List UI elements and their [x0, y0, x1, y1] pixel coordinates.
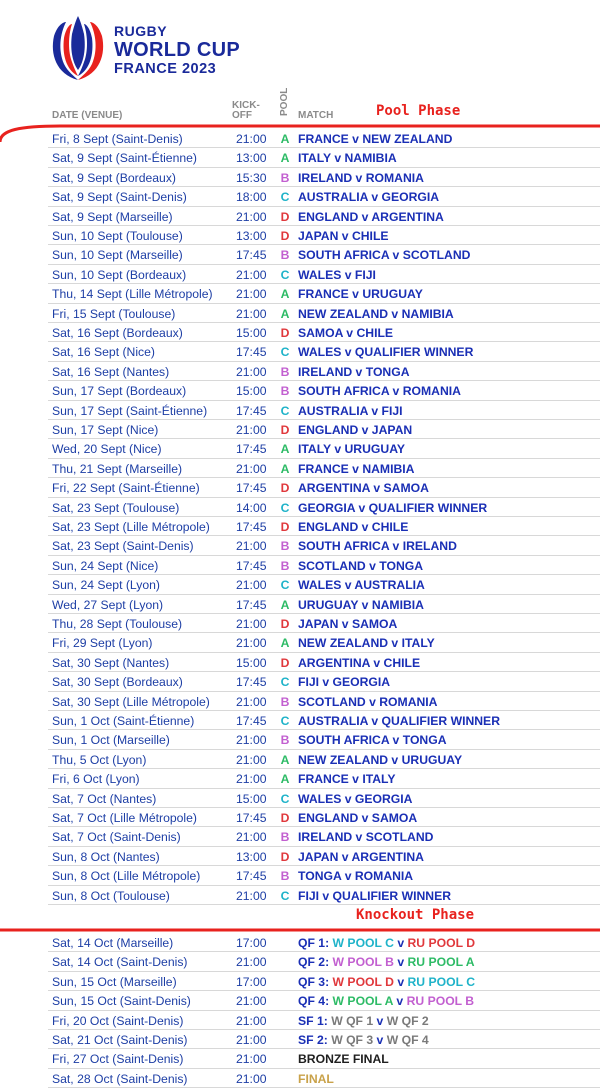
pool-letter: C	[280, 190, 290, 205]
table-row	[0, 1069, 600, 1088]
match-name: AUSTRALIA v QUALIFIER WINNER	[298, 714, 500, 728]
pool-letter: B	[280, 733, 290, 748]
match-date: Sat, 9 Sept (Marseille)	[52, 209, 173, 224]
pool-letter: C	[280, 345, 290, 360]
pool-phase-heading: Pool Phase	[376, 103, 461, 119]
match-name-part: v	[373, 1013, 387, 1028]
match-name: AUSTRALIA v GEORGIA	[298, 190, 440, 205]
match-name-part: v	[393, 955, 408, 970]
header-pool-label: POOL	[279, 87, 290, 116]
match-date: Sat, 9 Sept (Saint-Étienne)	[52, 151, 197, 166]
match-date: Sun, 8 Oct (Toulouse)	[52, 888, 170, 903]
match-date: Sun, 24 Sept (Nice)	[52, 558, 159, 573]
match-date: Sat, 9 Sept (Saint-Denis)	[52, 190, 187, 205]
match-date: Sun, 17 Sept (Saint-Étienne)	[52, 403, 208, 418]
match-date: Sat, 14 Oct (Saint-Denis)	[52, 955, 188, 970]
match-name: SOUTH AFRICA v IRELAND	[298, 539, 457, 554]
pool-letter: A	[280, 636, 290, 651]
pool-letter: A	[280, 461, 290, 476]
match-name: SOUTH AFRICA v SCOTLAND	[298, 248, 471, 263]
match-date: Sun, 8 Oct (Lille Métropole)	[52, 869, 201, 884]
match-name-part: W QF 2	[386, 1013, 429, 1028]
match-name: SCOTLAND v ROMANIA	[298, 694, 438, 709]
header-date: DATE (VENUE)	[52, 110, 123, 121]
match-name: WALES v GEORGIA	[298, 791, 413, 806]
table-row	[0, 750, 600, 769]
match-name-part: SF 2:	[298, 1033, 332, 1047]
pool-letter: B	[280, 170, 290, 185]
match-date: Sat, 21 Oct (Saint-Denis)	[52, 1033, 188, 1047]
match-name: URUGUAY v NAMIBIA	[298, 597, 424, 612]
pool-letter: B	[280, 539, 290, 554]
match-name-part: QF 1:	[298, 936, 333, 950]
table-row	[0, 711, 600, 730]
match-date: Fri, 6 Oct (Lyon)	[52, 772, 140, 787]
match-name-part: v	[393, 994, 407, 1009]
match-date: Sun, 8 Oct (Nantes)	[52, 849, 160, 864]
table-row	[0, 304, 600, 323]
match-date: Sun, 17 Sept (Nice)	[52, 423, 159, 437]
table-row	[0, 187, 600, 206]
match-name: JAPAN v CHILE	[298, 229, 389, 243]
match-date: Fri, 8 Sept (Saint-Denis)	[52, 132, 183, 146]
match-name-part: v	[393, 974, 408, 989]
match-name-part: QF 4:	[298, 994, 333, 1009]
table-row	[0, 245, 600, 264]
match-name: NEW ZEALAND v URUGUAY	[298, 752, 463, 767]
table-row	[0, 129, 600, 148]
match-name: TONGA v ROMANIA	[298, 869, 414, 884]
pool-letter: A	[280, 151, 290, 166]
brand-line-3: FRANCE 2023	[114, 61, 217, 77]
pool-letter: D	[280, 209, 290, 224]
match-name-part: W QF 3	[331, 1033, 374, 1047]
match-name-part: W POOL B	[332, 955, 394, 970]
table-row	[0, 439, 600, 458]
table-row	[0, 653, 600, 672]
pool-letter: C	[280, 888, 290, 903]
kickoff-time: 17:45	[236, 520, 267, 534]
match-name-part: RU POOL C	[407, 974, 475, 989]
table-row	[0, 972, 600, 991]
kickoff-time: 17:45	[236, 403, 267, 418]
match-name: WALES v FIJI	[298, 267, 376, 282]
kickoff-time: 17:45	[236, 481, 267, 496]
knockout-phase-heading: Knockout Phase	[356, 907, 475, 923]
pool-letter: C	[280, 791, 290, 806]
row-divider	[48, 904, 600, 905]
kickoff-time: 17:45	[236, 714, 267, 728]
table-row	[0, 536, 600, 555]
kickoff-time: 21:00	[236, 888, 267, 903]
match-name	[298, 975, 475, 989]
match-name-part: FINAL	[298, 1071, 334, 1086]
table-row	[0, 323, 600, 342]
brand-line-2: WORLD CUP	[114, 39, 241, 61]
header-match: MATCH	[298, 110, 334, 121]
match-date: Thu, 14 Sept (Lille Métropole)	[52, 287, 213, 302]
pool-letter: D	[280, 326, 290, 340]
kickoff-time: 15:00	[236, 791, 267, 806]
pool-letter: C	[280, 500, 290, 515]
kickoff-time: 21:00	[236, 994, 267, 1009]
match-name-part: QF 2:	[298, 955, 333, 970]
match-name: ITALY v NAMIBIA	[298, 151, 397, 166]
match-name-part: BRONZE FINAL	[298, 1052, 389, 1067]
match-name-part: W POOL A	[332, 994, 394, 1009]
table-row	[0, 575, 600, 594]
kickoff-time: 21:00	[236, 955, 267, 970]
match-date: Sat, 30 Sept (Lille Métropole)	[52, 694, 210, 709]
pool-letter: D	[280, 423, 290, 437]
match-date: Sat, 9 Sept (Bordeaux)	[52, 170, 176, 185]
brand-title	[114, 24, 240, 77]
match-name	[298, 1052, 389, 1066]
match-name: IRELAND v SCOTLAND	[298, 830, 434, 845]
kickoff-time: 17:00	[236, 936, 267, 950]
match-date: Thu, 5 Oct (Lyon)	[52, 752, 147, 767]
kickoff-time: 13:00	[236, 849, 267, 864]
pool-letter: A	[280, 752, 290, 767]
table-row	[0, 517, 600, 536]
match-date: Fri, 15 Sept (Toulouse)	[52, 306, 176, 321]
pool-letter: A	[280, 132, 290, 146]
match-name-part: RU POOL A	[407, 955, 475, 970]
match-date: Sat, 23 Sept (Toulouse)	[52, 500, 180, 515]
kickoff-time: 17:45	[236, 248, 267, 263]
table-row	[0, 595, 600, 614]
table-row	[0, 207, 600, 226]
kickoff-time: 21:00	[236, 617, 267, 631]
match-name: ENGLAND v JAPAN	[298, 423, 413, 437]
table-row	[0, 1049, 600, 1068]
match-name: FIJI v QUALIFIER WINNER	[298, 888, 452, 903]
match-date: Sat, 7 Oct (Saint-Denis)	[52, 830, 181, 845]
match-date: Thu, 28 Sept (Toulouse)	[52, 617, 183, 631]
match-name: FRANCE v URUGUAY	[298, 287, 423, 302]
kickoff-time: 21:00	[236, 306, 267, 321]
table-row	[0, 672, 600, 691]
kickoff-time: 21:00	[236, 1033, 267, 1047]
match-name-part: v	[373, 1033, 387, 1047]
match-date: Sat, 30 Sept (Bordeaux)	[52, 675, 183, 690]
match-date: Fri, 20 Oct (Saint-Denis)	[52, 1013, 184, 1028]
kickoff-time: 15:00	[236, 326, 267, 340]
match-date: Sun, 10 Sept (Marseille)	[52, 248, 183, 263]
table-row	[0, 952, 600, 971]
kickoff-time: 21:00	[236, 423, 267, 437]
table-row	[0, 1011, 600, 1030]
kickoff-time: 21:00	[236, 1071, 267, 1086]
kickoff-time: 21:00	[236, 1052, 267, 1067]
match-name	[298, 1014, 429, 1028]
match-date: Sun, 15 Oct (Marseille)	[52, 974, 177, 989]
match-date: Fri, 29 Sept (Lyon)	[52, 636, 153, 651]
match-date: Sun, 17 Sept (Bordeaux)	[52, 384, 187, 399]
kickoff-time: 17:45	[236, 442, 267, 457]
pool-letter: B	[280, 384, 290, 399]
table-row	[0, 769, 600, 788]
pool-letter: A	[280, 306, 290, 321]
table-row	[0, 808, 600, 827]
pool-letter: A	[280, 287, 290, 302]
match-name	[298, 1072, 334, 1086]
kickoff-time: 15:30	[236, 170, 267, 185]
match-date: Sun, 15 Oct (Saint-Denis)	[52, 994, 191, 1009]
table-row	[0, 381, 600, 400]
match-name: ITALY v URUGUAY	[298, 442, 406, 457]
match-name: ENGLAND v SAMOA	[298, 811, 418, 825]
table-row	[0, 556, 600, 575]
kickoff-time: 21:00	[236, 287, 267, 302]
kickoff-time: 17:45	[236, 345, 267, 360]
pool-letter: D	[280, 229, 290, 243]
match-name: SOUTH AFRICA v ROMANIA	[298, 384, 461, 399]
table-row	[0, 478, 600, 497]
kickoff-time: 21:00	[236, 209, 267, 224]
match-name: AUSTRALIA v FIJI	[298, 403, 403, 418]
header-kickoff	[232, 101, 268, 121]
pool-letter: C	[280, 578, 290, 593]
kickoff-time: 13:00	[236, 151, 267, 166]
match-name	[298, 936, 475, 950]
match-date: Fri, 27 Oct (Saint-Denis)	[52, 1052, 184, 1067]
pool-letter: D	[280, 655, 290, 670]
kickoff-time: 21:00	[236, 694, 267, 709]
pool-letter: A	[280, 772, 290, 787]
row-divider	[48, 1087, 600, 1088]
kickoff-time: 15:00	[236, 655, 267, 670]
header-pool	[279, 88, 291, 120]
table-row	[0, 827, 600, 846]
match-name: IRELAND v ROMANIA	[298, 170, 424, 185]
match-date: Sun, 24 Sept (Lyon)	[52, 578, 160, 593]
match-name: IRELAND v TONGA	[298, 364, 410, 379]
match-name: NEW ZEALAND v NAMIBIA	[298, 306, 454, 321]
table-row	[0, 342, 600, 361]
brand-line-1: RUGBY	[114, 23, 168, 39]
kickoff-time: 17:45	[236, 869, 267, 884]
match-date: Sun, 1 Oct (Saint-Étienne)	[52, 714, 195, 728]
table-row	[0, 284, 600, 303]
pool-letter: C	[280, 675, 290, 690]
table-row	[0, 991, 600, 1010]
kickoff-time: 17:45	[236, 811, 267, 825]
match-name-part: W POOL D	[332, 974, 394, 989]
match-name-part: RU POOL B	[406, 994, 475, 1009]
table-row	[0, 148, 600, 167]
table-row	[0, 1030, 600, 1049]
match-date: Sat, 23 Sept (Lille Métropole)	[52, 520, 210, 534]
match-name-part: QF 3:	[298, 974, 333, 989]
match-name	[298, 955, 475, 969]
match-name-part: W POOL C	[332, 936, 394, 950]
match-name: WALES v QUALIFIER WINNER	[298, 345, 474, 360]
pool-letter: C	[280, 403, 290, 418]
match-date: Sat, 30 Sept (Nantes)	[52, 655, 170, 670]
table-row	[0, 226, 600, 245]
pool-letter: D	[280, 520, 290, 534]
match-name: SAMOA v CHILE	[298, 326, 394, 340]
pool-letter: A	[280, 442, 290, 457]
match-date: Sun, 1 Oct (Marseille)	[52, 733, 170, 748]
pool-letter: D	[280, 811, 290, 825]
kickoff-time: 14:00	[236, 500, 267, 515]
table-row	[0, 633, 600, 652]
kickoff-time: 21:00	[236, 539, 267, 554]
match-date: Sun, 10 Sept (Bordeaux)	[52, 267, 187, 282]
match-date: Sat, 23 Sept (Saint-Denis)	[52, 539, 194, 554]
kickoff-time: 21:00	[236, 733, 267, 748]
table-row	[0, 789, 600, 808]
kickoff-time: 21:00	[236, 132, 267, 146]
kickoff-time: 21:00	[236, 830, 267, 845]
pool-letter: D	[280, 617, 290, 631]
match-name: JAPAN v SAMOA	[298, 617, 398, 631]
kickoff-time: 17:45	[236, 558, 267, 573]
match-name-part: W QF 1	[331, 1013, 374, 1028]
pool-letter: C	[280, 267, 290, 282]
match-name: SOUTH AFRICA v TONGA	[298, 733, 447, 748]
table-row	[0, 614, 600, 633]
match-name: NEW ZEALAND v ITALY	[298, 636, 435, 651]
match-date: Wed, 20 Sept (Nice)	[52, 442, 162, 457]
table-row	[0, 847, 600, 866]
match-date: Sat, 14 Oct (Marseille)	[52, 936, 174, 950]
match-date: Sun, 10 Sept (Toulouse)	[52, 229, 183, 243]
kickoff-time: 21:00	[236, 772, 267, 787]
kickoff-time: 13:00	[236, 229, 267, 243]
kickoff-time: 15:00	[236, 384, 267, 399]
table-row	[0, 420, 600, 439]
table-row	[0, 933, 600, 952]
kickoff-time: 17:45	[236, 597, 267, 612]
table-row	[0, 459, 600, 478]
match-date: Sat, 7 Oct (Nantes)	[52, 791, 157, 806]
match-date: Sat, 16 Sept (Nantes)	[52, 364, 170, 379]
header-kickoff-line-1: KICK-	[232, 100, 260, 111]
pool-letter: D	[280, 849, 290, 864]
match-name	[298, 994, 474, 1008]
match-name: WALES v AUSTRALIA	[298, 578, 425, 593]
kickoff-time: 17:00	[236, 974, 267, 989]
kickoff-time: 21:00	[236, 364, 267, 379]
table-row	[0, 692, 600, 711]
table-row	[0, 498, 600, 517]
match-name: SCOTLAND v TONGA	[298, 558, 424, 573]
pool-letter: B	[280, 694, 290, 709]
pool-letter: B	[280, 869, 290, 884]
table-row	[0, 362, 600, 381]
match-date: Sat, 28 Oct (Saint-Denis)	[52, 1071, 188, 1086]
table-row	[0, 730, 600, 749]
match-name: FRANCE v ITALY	[298, 772, 396, 787]
kickoff-time: 18:00	[236, 190, 267, 205]
kickoff-time: 21:00	[236, 578, 267, 593]
pool-letter: A	[280, 597, 290, 612]
match-name: FRANCE v NAMIBIA	[298, 461, 415, 476]
match-name: JAPAN v ARGENTINA	[298, 849, 424, 864]
table-row	[0, 265, 600, 284]
match-date: Fri, 22 Sept (Saint-Étienne)	[52, 481, 200, 496]
match-name-part: RU POOL D	[407, 936, 475, 950]
match-date: Sat, 16 Sept (Nice)	[52, 345, 155, 360]
table-row	[0, 866, 600, 885]
pool-letter: B	[280, 248, 290, 263]
kickoff-time: 21:00	[236, 461, 267, 476]
pool-letter: D	[280, 481, 290, 496]
kickoff-time: 21:00	[236, 267, 267, 282]
match-name: GEORGIA v QUALIFIER WINNER	[298, 500, 488, 515]
match-date: Thu, 21 Sept (Marseille)	[52, 461, 183, 476]
kickoff-time: 21:00	[236, 1013, 267, 1028]
match-date: Sat, 16 Sept (Bordeaux)	[52, 326, 183, 340]
match-name	[298, 1033, 429, 1047]
match-name: ENGLAND v ARGENTINA	[298, 209, 444, 224]
pool-letter: B	[280, 364, 290, 379]
kickoff-time: 17:45	[236, 675, 267, 690]
match-date: Sat, 7 Oct (Lille Métropole)	[52, 811, 197, 825]
match-date: Wed, 27 Sept (Lyon)	[52, 597, 164, 612]
rugby-world-cup-logo-icon	[48, 14, 108, 88]
table-row	[0, 168, 600, 187]
match-name-part: v	[393, 936, 408, 950]
match-name: ARGENTINA v SAMOA	[298, 481, 429, 496]
table-row	[0, 886, 600, 905]
match-name: FRANCE v NEW ZEALAND	[298, 132, 453, 146]
table-row	[0, 401, 600, 420]
match-name-part: W QF 4	[386, 1033, 429, 1047]
match-name: ARGENTINA v CHILE	[298, 655, 421, 670]
match-name: FIJI v GEORGIA	[298, 675, 391, 690]
kickoff-time: 21:00	[236, 752, 267, 767]
match-name-part: SF 1:	[298, 1013, 332, 1028]
match-name: ENGLAND v CHILE	[298, 520, 409, 534]
pool-letter: C	[280, 714, 290, 728]
pool-letter: B	[280, 830, 290, 845]
header-kickoff-line-2: OFF	[232, 110, 252, 121]
pool-letter: B	[280, 558, 290, 573]
kickoff-time: 21:00	[236, 636, 267, 651]
